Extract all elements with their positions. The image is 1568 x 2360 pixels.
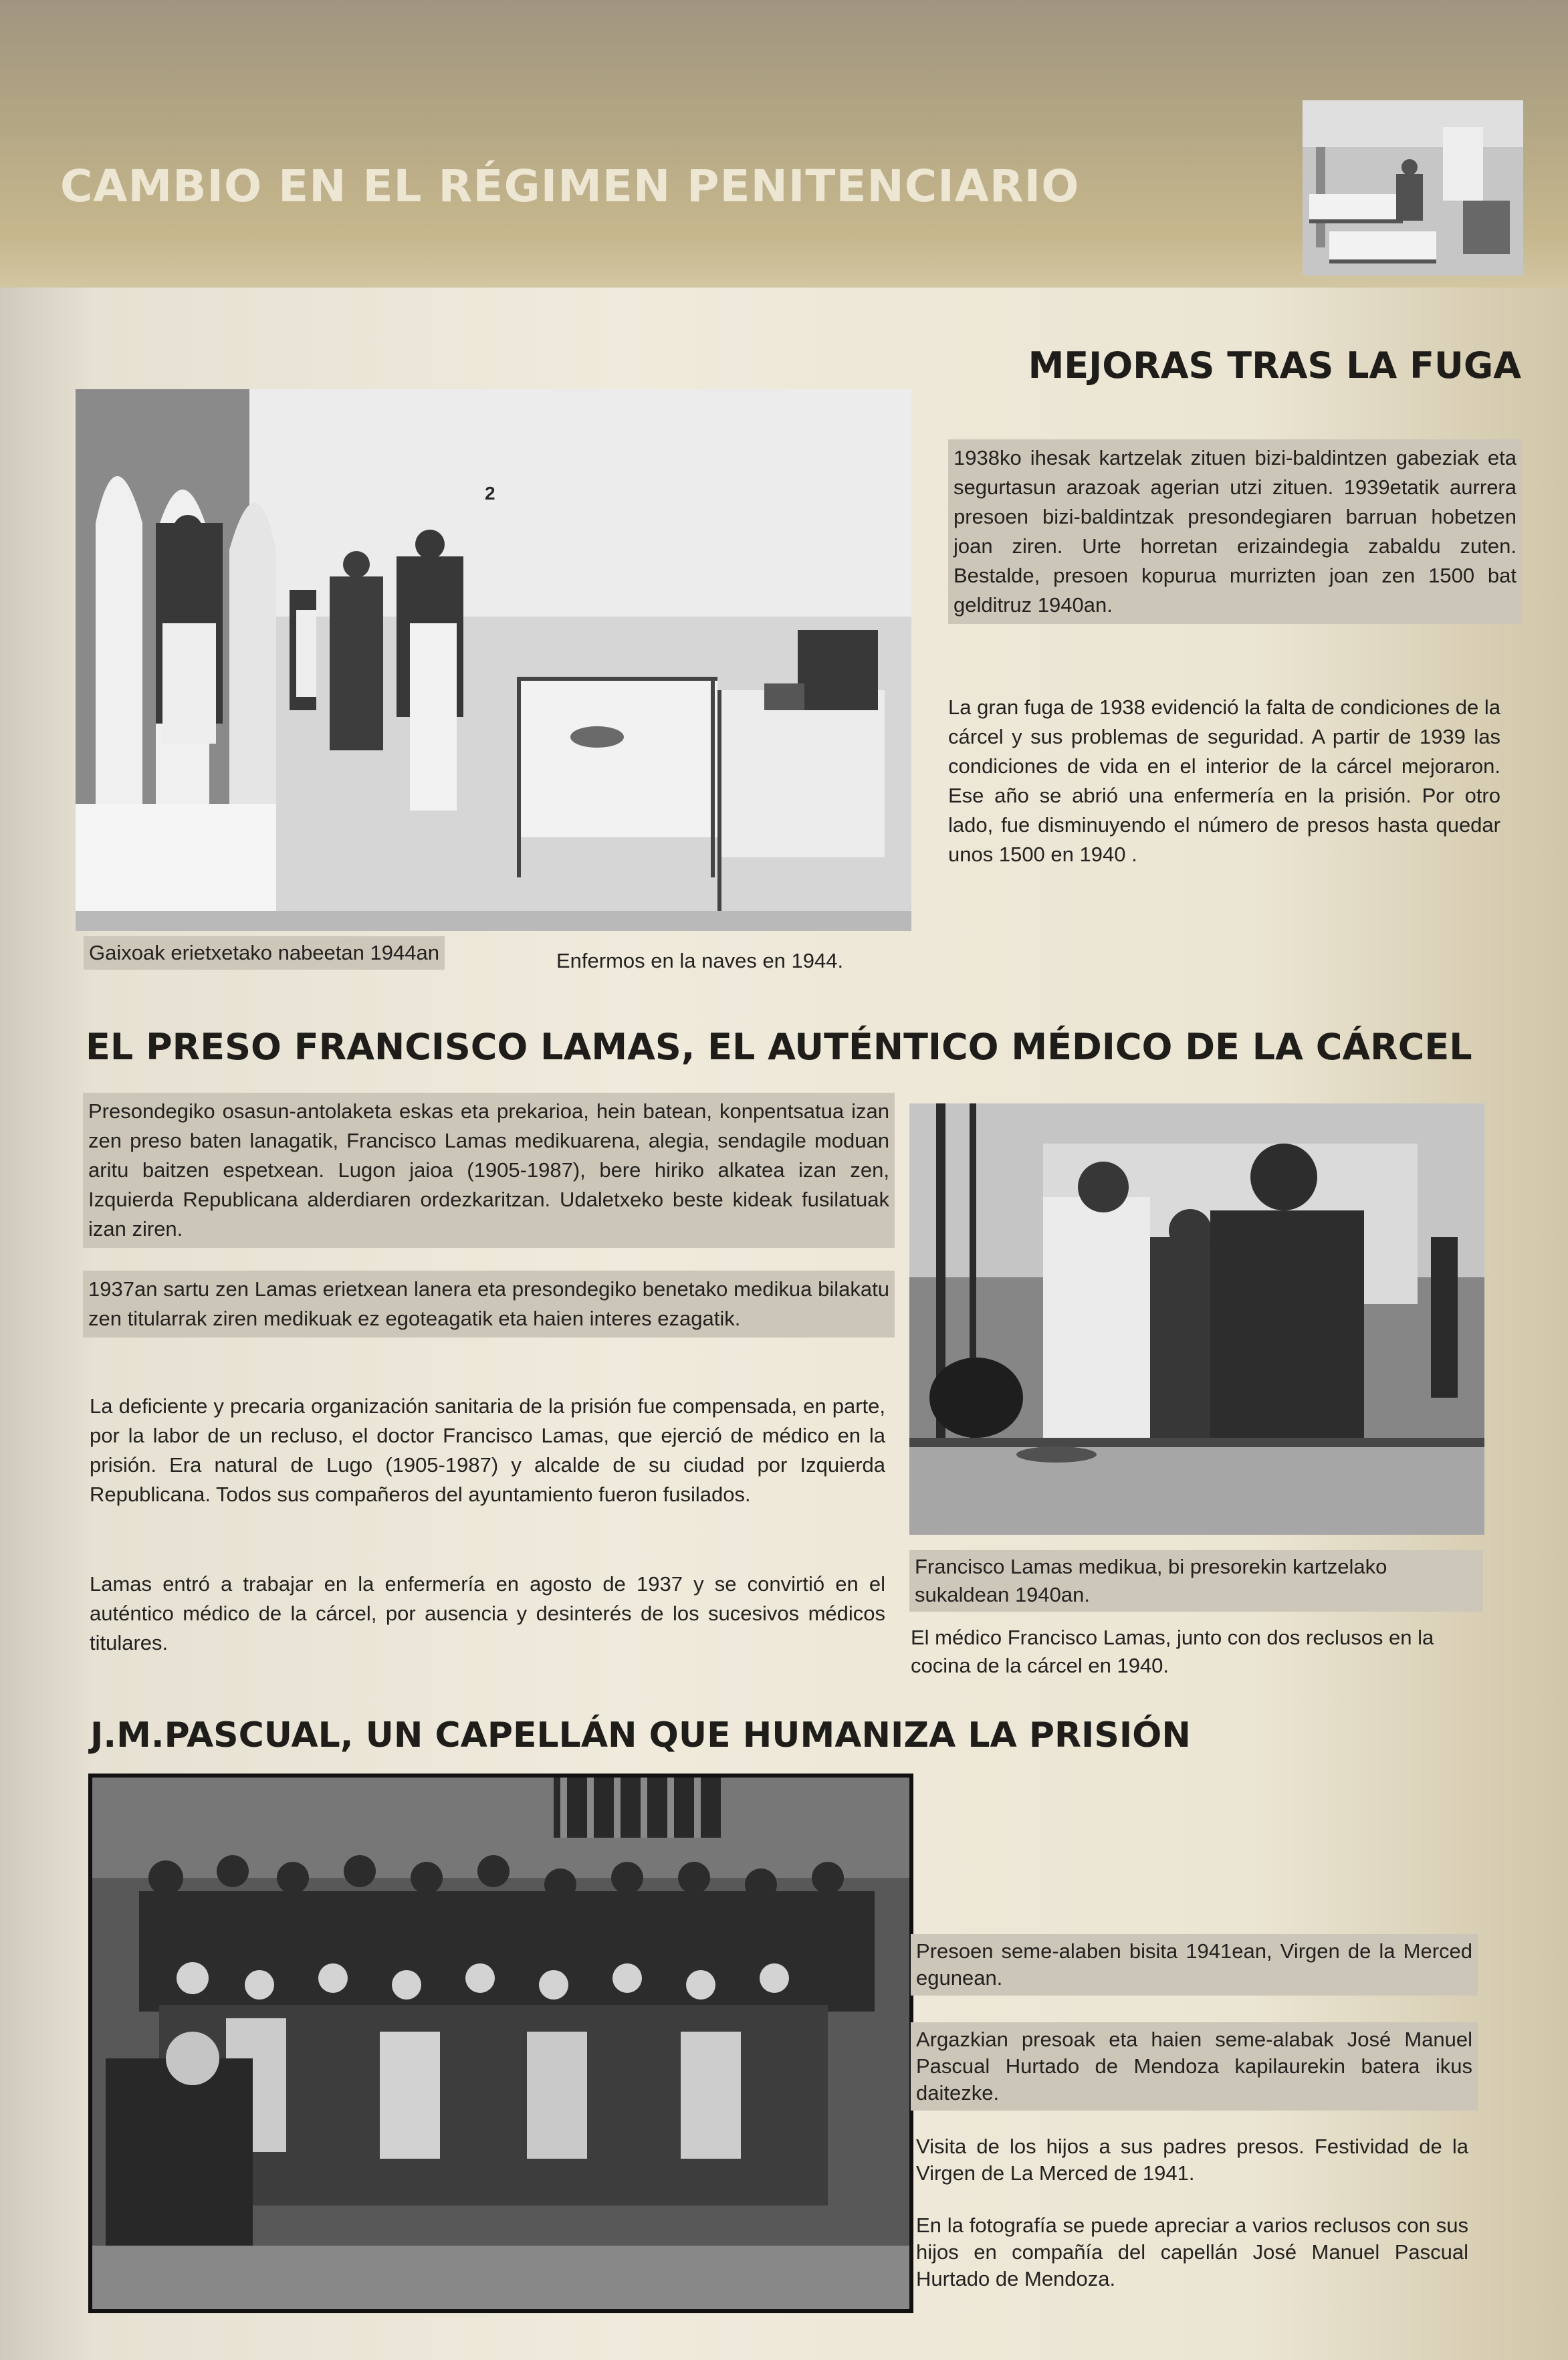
infirmary-photo: [76, 389, 911, 931]
section3-para-es-2: En la fotografía se puede apreciar a varios reclusos con sus hijos en compañía del capellán José Manuel Pascual Hurtado de Mendoza.: [916, 2214, 1468, 2290]
section1-caption-es: Enfermos en la naves en 1944.: [556, 949, 844, 972]
kitchen-photo: [909, 1103, 1484, 1535]
section3-para-eu-1: Presoen seme-alaben bisita 1941ean, Virgen de la Merced egunean.: [911, 1934, 1478, 1996]
section2-caption-es: El médico Francisco Lamas, junto con dos reclusos en la cocina de la cárcel en 1940.: [911, 1626, 1434, 1677]
section2-para-eu-1: Presondegiko osasun-antolaketa eskas eta prekarioa, hein batean, konpentsatua izan zen preso baten lanagatik, Francisco Lamas medikuarena, alegia, sendagile moduan aritu baitzen espetxean. Lugon jaioa (1905-1987), bere hiriko alkatea izan zen, Izquierda Republicana alderdiaren ordezkaritzan. Udaletxeko beste kideak fusilatuak izan ziren.: [83, 1093, 895, 1248]
section1-para-eu: 1938ko ihesak kartzelak zituen bizi-baldintzen gabeziak eta segurtasun arazoak agerian utzi zituen. 1939etatik aurrera presoen bizi-baldintzak presondegiaren barruan hobetzen joan ziren. Urte horretan erizaindegia zabaldu zuten. Bestalde, presoen kopurua murrizten joan zen 1500 bat gelditruz 1940an.: [948, 439, 1522, 624]
section3-heading: J.M.PASCUAL, UN CAPELLÁN QUE HUMANIZA LA PRISIÓN: [90, 1715, 1191, 1755]
section2-para-eu-2: 1937an sartu zen Lamas erietxean lanera eta presondegiko benetako medikua bilakatu zen titularrak ziren medikuak ez egoteagatik eta haien interes ezagatik.: [83, 1271, 895, 1337]
header-thumbnail-photo: [1303, 100, 1523, 276]
section2-para-es-2: Lamas entró a trabajar en la enfermería en agosto de 1937 y se convirtió en el auténtico médico de la cárcel, por ausencia y desinterés de los sucesivos médicos titulares.: [90, 1572, 885, 1654]
section1-para-es: La gran fuga de 1938 evidenció la falta de condiciones de la cárcel y sus problemas de seguridad. A partir de 1939 las condiciones de vida en el interior de la cárcel mejoraron. Ese año se abrió una enfermería en la prisión. Por otro lado, fue disminuyendo el número de presos hasta quedar unos 1500 en 1940 .: [948, 695, 1500, 866]
section3-para-es-1: Visita de los hijos a sus padres presos. Festividad de la Virgen de La Merced de 1941.: [916, 2135, 1468, 2185]
page-title: CAMBIO EN EL RÉGIMEN PENITENCIARIO: [60, 160, 1080, 212]
section2-heading: EL PRESO FRANCISCO LAMAS, EL AUTÉNTICO MÉDICO DE LA CÁRCEL: [86, 1026, 1472, 1068]
section3-para-eu-2: Argazkian presoak eta haien seme-alabak José Manuel Pascual Hurtado de Mendoza kapilaurekin batera ikus daitezke.: [911, 2022, 1478, 2111]
section2-para-es-1: La deficiente y precaria organización sanitaria de la prisión fue compensada, en parte, por la labor de un recluso, el doctor Francisco Lamas, que ejerció de médico en la prisión. Era natural de Lugo (1905-1987) y alcalde de su ciudad por Izquierda Republicana. Todos sus compañeros del ayuntamiento fueron fusilados.: [90, 1394, 885, 1506]
section1-caption-eu: Gaixoak erietxetako nabeetan 1944an: [84, 936, 445, 970]
photo-label: 2: [485, 483, 495, 504]
visit-group-photo: [88, 1774, 913, 2313]
section2-caption-eu: Francisco Lamas medikua, bi presorekin kartzelako sukaldean 1940an.: [909, 1550, 1483, 1612]
section1-heading: MEJORAS TRAS LA FUGA: [1028, 344, 1521, 387]
